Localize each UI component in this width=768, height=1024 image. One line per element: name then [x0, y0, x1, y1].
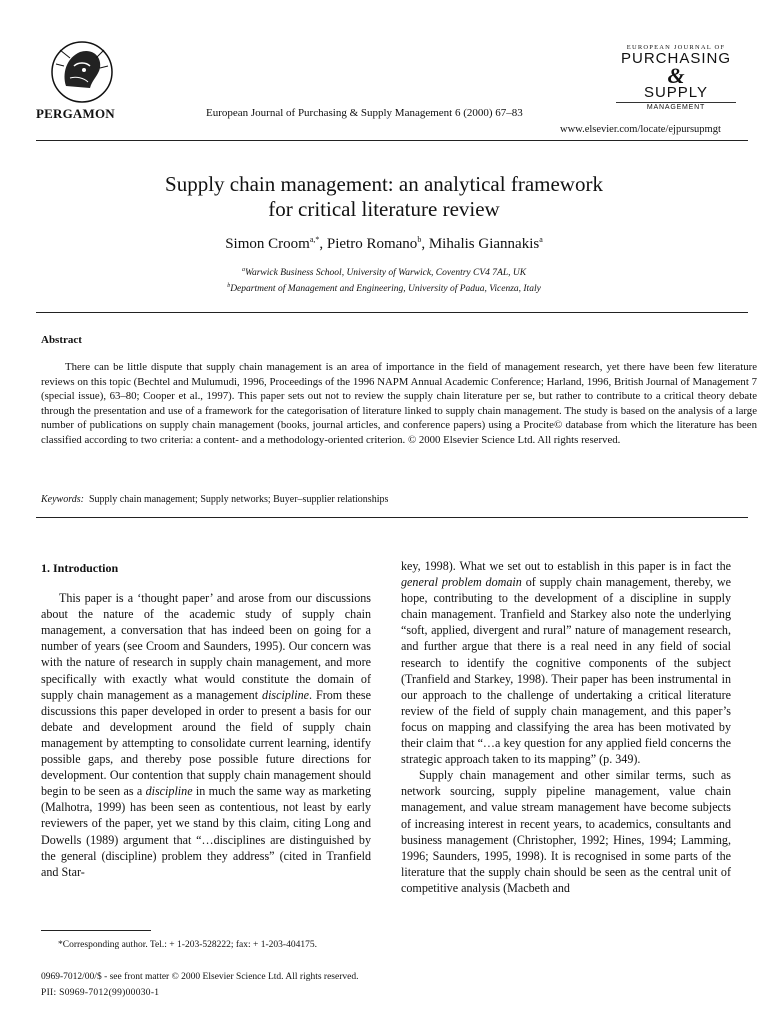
body-column-right: [401, 558, 731, 896]
abstract-heading: Abstract: [41, 334, 82, 346]
title-line1: Supply chain management: an analytical framework: [165, 172, 603, 196]
pii-line: PII: S0969-7012(99)00030-1: [41, 988, 160, 998]
intro-p1-c: in much the same way as marketing (Malhotra, 1999) has been seen as contentious, not least by early reviewers of the paper, yet we stand by this claim, citing Long and Dowells (1989) argument that “…disciplines are distinguished by the general (discipline) problem they address” (cited in Tranfield and Star-: [41, 784, 371, 879]
masthead-line4: MANAGEMENT: [616, 102, 736, 111]
intro-p1-em1: discipline: [262, 687, 310, 702]
intro-p1-c-cont: key, 1998). What we set out to establish in this paper is in fact the: [401, 559, 731, 573]
abstract-text: There can be little dispute that supply chain management is an area of importance in the field of management research, yet there have been few literature reviews on this topic (Bechtel and Mulumudi, 1996, Proceedings of the 1996 NAPM Annual Academic Conference; Harland, 1996, British Journal of Management 7 (special issue), 63–80; Cooper et al., 1997). This paper sets out not to review the supply chain literature per se, but rather to contribute to a critical theory debate through the presentation and use of a framework for the categorisation of literature linked to supply chain management. The study is based on the analysis of a large number of publications on supply chain management (books, journal articles, and conference papers) using a Procite© database from which the literature has been classified according to two criteria: a content- and a methodology-oriented criterion. © 2000 Elsevier Science Ltd. All rights reserved.: [41, 361, 757, 446]
keywords-label: Keywords:: [41, 494, 84, 505]
keywords: [41, 494, 388, 505]
masthead-line3: SUPPLY: [643, 84, 709, 101]
affiliation-b: [0, 280, 768, 296]
journal-masthead: [596, 44, 756, 111]
publisher-name: PERGAMON: [36, 106, 115, 121]
copyright-line: 0969-7012/00/$ - see front matter © 2000 Elsevier Science Ltd. All rights reserved.: [41, 972, 359, 982]
affiliation-a-sup: a: [241, 267, 245, 273]
header-divider: [36, 140, 748, 141]
journal-url[interactable]: www.elsevier.com/locate/ejpursupmgt: [560, 124, 721, 135]
intro-p1-em2: discipline: [145, 784, 193, 799]
intro-p1-em3: general problem domain: [401, 575, 522, 590]
journal-reference: European Journal of Purchasing & Supply Management 6 (2000) 67–83: [206, 107, 523, 119]
masthead-line1: EUROPEAN JOURNAL OF: [626, 44, 726, 51]
intro-p1-b: . From these discussions this paper developed in order to present a basis for our debate and development around the field of supply chain management by attempting to consolidate current learning, identify possible gaps, and thereby pose possible future directions for development. Our contention that supply chain management should begin to be seen as a: [41, 687, 371, 799]
masthead-amp: &: [667, 63, 685, 88]
affiliation-b-text: Department of Management and Engineering, University of Padua, Vicenza, Italy: [230, 284, 541, 295]
abstract-body: [41, 360, 757, 448]
corresponding-author-footnote: *Corresponding author. Tel.: + 1-203-528222; fax: + 1-203-404175.: [58, 940, 317, 950]
footnote-divider: [41, 930, 151, 931]
keywords-text: Supply chain management; Supply networks; Buyer–supplier relationships: [88, 494, 389, 505]
section-heading-introduction: 1. Introduction: [41, 561, 119, 575]
intro-p1-d: of supply chain management, thereby, we hope, contributing to the development of a discipline in supply chain management. Tranfield and Starkey also note the underlying “soft, applied, divergent and rural” nature of management research, and further argue that there is a real need in any field of social research to identify the cognitive components of the subject (Tranfield and Starkey, 1998). Their paper has been instrumental in our approach to the challenge of undertaking a critical literature review of the field of supply chain management, and this paper’s focus on mapping and classifying the area has been motivated by their claim that “…a key question for any applied field concerns the strategic approach taken to its mapping” (p. 349).: [401, 575, 731, 767]
affiliation-b-sup: b: [227, 283, 231, 290]
author-3: , Mihalis Giannakis: [421, 236, 540, 252]
intro-paragraph-2: Supply chain management and other similar terms, such as network sourcing, supply pipeline management, value chain management, and value stream management have become subjects of increasing interest in recent years, to academics, consultants and business management (Christopher, 1992; Hines, 1994; Lamming, 1996; Saunders, 1995, 1998). It is recognised in some parts of the literature that the supply chain should be seen as the central unit of competitive analysis (Macbeth and: [401, 768, 731, 895]
author-2: , Pietro Romano: [319, 236, 418, 252]
affiliation-a: [0, 264, 768, 280]
title-divider: [36, 312, 748, 313]
title-line2: for critical literature review: [268, 197, 500, 221]
affiliation-a-text: Warwick Business School, University of Warwick, Coventry CV4 7AL, UK: [244, 268, 527, 279]
author-list: [0, 235, 768, 253]
pergamon-logo: [40, 36, 124, 106]
intro-paragraph-1-part: [41, 590, 371, 880]
affiliations: [0, 264, 768, 296]
body-column-left: [41, 558, 371, 880]
masthead-line2: PURCHASING: [620, 50, 731, 67]
author-2-sup: b: [417, 235, 422, 244]
author-1-sup: a,*: [309, 235, 320, 244]
intro-p1-a: This paper is a ‘thought paper’ and arose from our discussions about the nature of the academic study of supply chain management, a conversation that has indeed been on going for a number of years (see Croom and Saunders, 1995). Our concern was with the nature of research in supply chain management, and more specifically with exactly what would constitute the domain of supply chain management as a management: [41, 591, 371, 702]
author-3-sup: a: [539, 235, 543, 244]
author-1: Simon Croom: [225, 236, 310, 252]
intro-paragraph-1-cont: [401, 558, 731, 767]
paper-title: [0, 172, 768, 222]
keywords-divider: [36, 517, 748, 518]
